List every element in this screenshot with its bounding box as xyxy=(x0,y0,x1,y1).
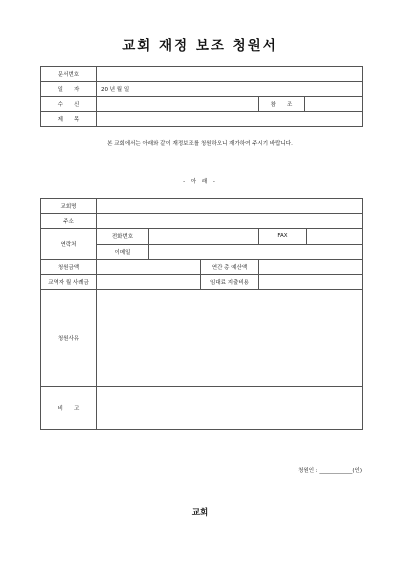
address-label: 주소 xyxy=(41,214,97,229)
remarks-label: 비 고 xyxy=(41,387,97,430)
detail-table xyxy=(40,198,363,430)
fax-field[interactable] xyxy=(307,229,363,245)
reference-label: 참 조 xyxy=(259,97,305,112)
request-amount-label: 청원금액 xyxy=(41,260,97,275)
church-name-field[interactable] xyxy=(97,199,363,214)
header-table xyxy=(40,66,363,127)
recipient-label: 수 신 xyxy=(41,97,97,112)
subject-field[interactable] xyxy=(97,112,363,127)
page-title: 교회 재정 보조 청원서 xyxy=(122,38,278,54)
church-name-label: 교회명 xyxy=(41,199,97,214)
email-field[interactable] xyxy=(149,244,363,260)
contact-label: 연락처 xyxy=(41,229,97,260)
phone-label: 전화번호 xyxy=(97,229,149,245)
signature-line[interactable]: 청원인 : ____________(인) xyxy=(298,468,362,474)
center-mark: - 아 래 - xyxy=(183,179,217,185)
remarks-field[interactable] xyxy=(97,387,363,430)
reason-label: 청원사유 xyxy=(41,290,97,387)
pastor-salary-label: 교역자 월 사례금 xyxy=(41,275,97,290)
fax-label: FAX xyxy=(259,229,307,245)
reference-field[interactable] xyxy=(305,97,363,112)
pastor-salary-field[interactable] xyxy=(97,275,201,290)
rent-field[interactable] xyxy=(259,275,363,290)
doc-no-label: 문서번호 xyxy=(41,67,97,82)
notice-text: 본 교회에서는 아래와 같이 재정보조를 청원하오니 재가하여 주시기 바랍니다. xyxy=(107,141,293,147)
church-footer: 교회 xyxy=(191,508,209,518)
recipient-field[interactable] xyxy=(97,97,259,112)
annual-budget-label: 연간 총 예산액 xyxy=(201,260,259,275)
date-label: 일 자 xyxy=(41,82,97,97)
phone-field[interactable] xyxy=(149,229,259,245)
subject-label: 제 목 xyxy=(41,112,97,127)
doc-no-field[interactable] xyxy=(97,67,363,82)
email-label: 이메일 xyxy=(97,244,149,260)
address-field[interactable] xyxy=(97,214,363,229)
reason-field[interactable] xyxy=(97,290,363,387)
annual-budget-field[interactable] xyxy=(259,260,363,275)
request-amount-field[interactable] xyxy=(97,260,201,275)
rent-label: 임대료 지출비용 xyxy=(201,275,259,290)
date-field[interactable]: 20 년 월 일 xyxy=(97,82,363,97)
